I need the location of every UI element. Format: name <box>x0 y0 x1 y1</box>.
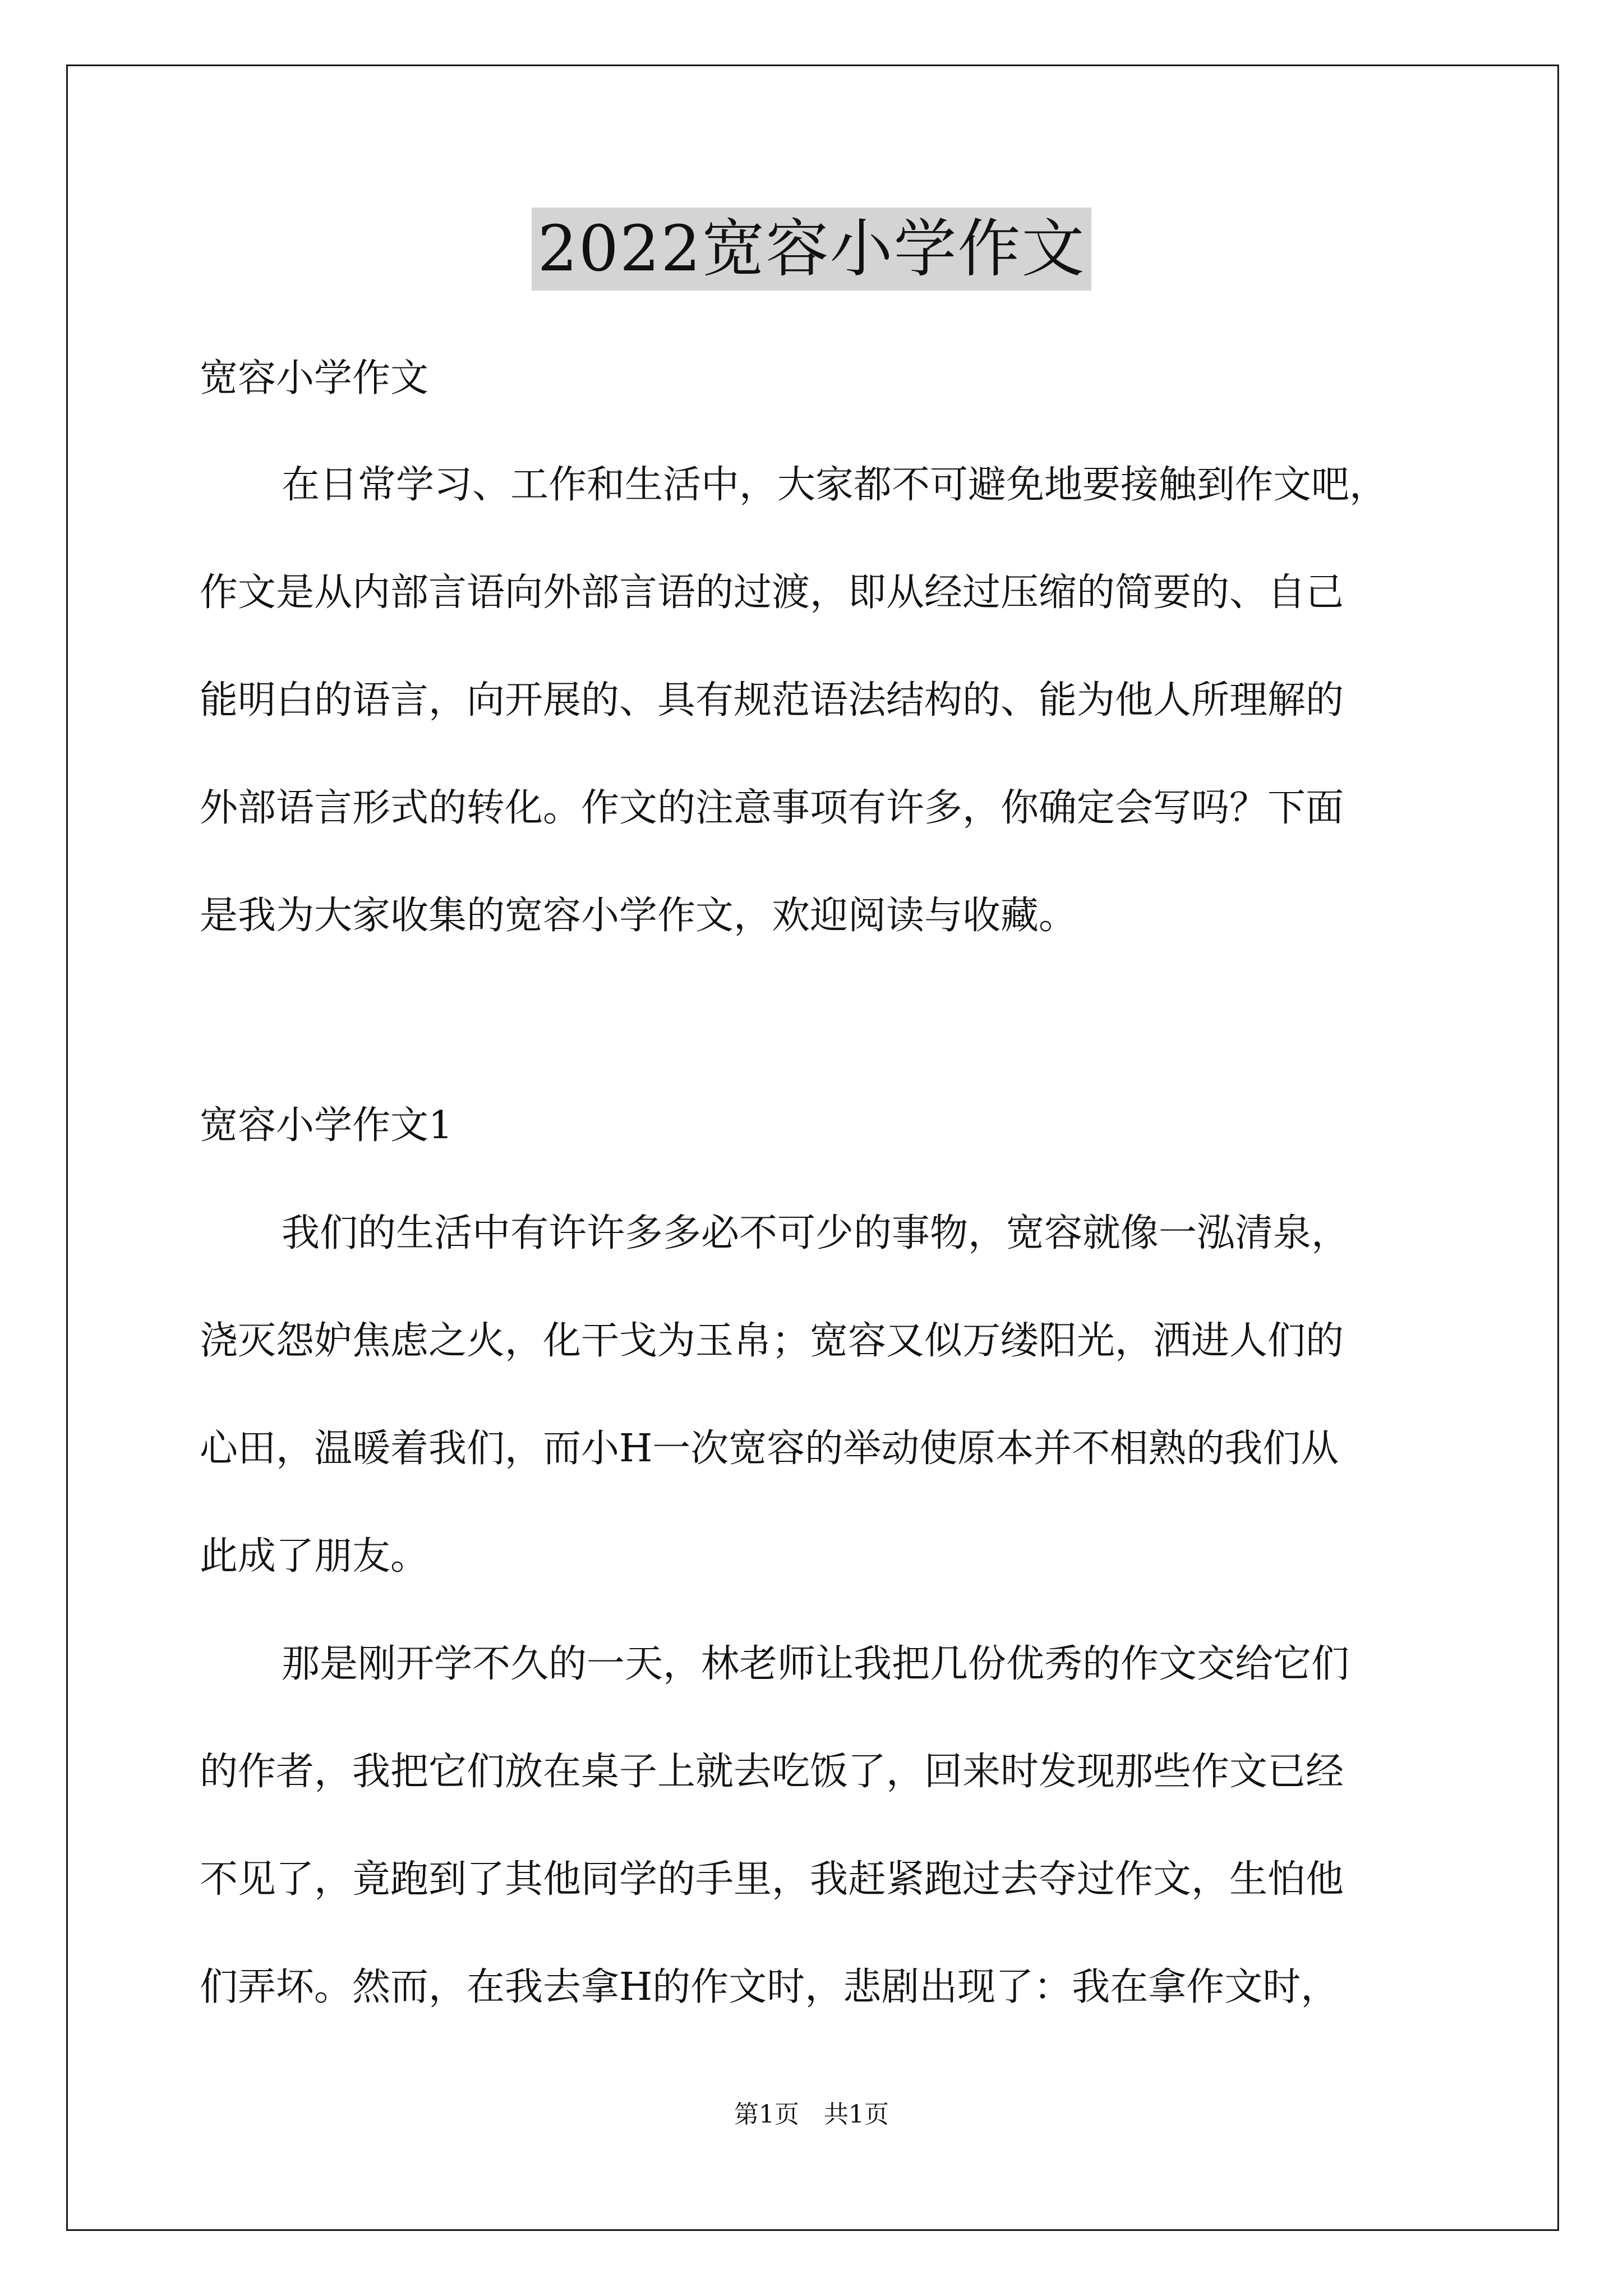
paragraph-line: 们弄坏。然而，在我去拿H的作文时，悲剧出现了：我在拿作文时， <box>200 1965 1339 2009</box>
intro-line: 能明白的语言，向开展的、具有规范语法结构的、能为他人所理解的 <box>200 678 1344 723</box>
paragraph-line: 的作者，我把它们放在桌子上就去吃饭了，回来时发现那些作文已经 <box>200 1750 1344 1794</box>
paragraph-line: 心田，温暖着我们，而小H一次宽容的举动使原本并不相熟的我们从 <box>200 1427 1339 1471</box>
intro-line: 作文是从内部言语向外部言语的过渡，即从经过压缩的简要的、自己 <box>200 570 1344 615</box>
paragraph-line: 我们的生活中有许许多多必不可少的事物，宽容就像一泓清泉， <box>282 1211 1350 1255</box>
subtitle: 宽容小学作文 <box>200 356 429 401</box>
paragraph-line: 此成了朋友。 <box>200 1534 429 1579</box>
intro-line: 外部语言形式的转化。作文的注意事项有许多，你确定会写吗？下面 <box>200 786 1344 830</box>
page-number: 第1页 共1页 <box>734 2100 889 2129</box>
title-container <box>0 208 1623 291</box>
document-title: 2022宽容小学作文 <box>532 208 1091 291</box>
paragraph-line: 那是刚开学不久的一天，林老师让我把几份优秀的作文交给它们 <box>282 1642 1350 1686</box>
intro-line: 是我为大家收集的宽容小学作文，欢迎阅读与收藏。 <box>200 894 1077 938</box>
paragraph-line: 浇灭怨妒焦虑之火，化干戈为玉帛；宽容又似万缕阳光，洒进人们的 <box>200 1319 1344 1363</box>
intro-line: 在日常学习、工作和生活中，大家都不可避免地要接触到作文吧， <box>282 463 1388 507</box>
paragraph-line: 不见了，竟跑到了其他同学的手里，我赶紧跑过去夺过作文，生怕他 <box>200 1857 1344 1902</box>
section-heading: 宽容小学作文1 <box>200 1103 453 1148</box>
